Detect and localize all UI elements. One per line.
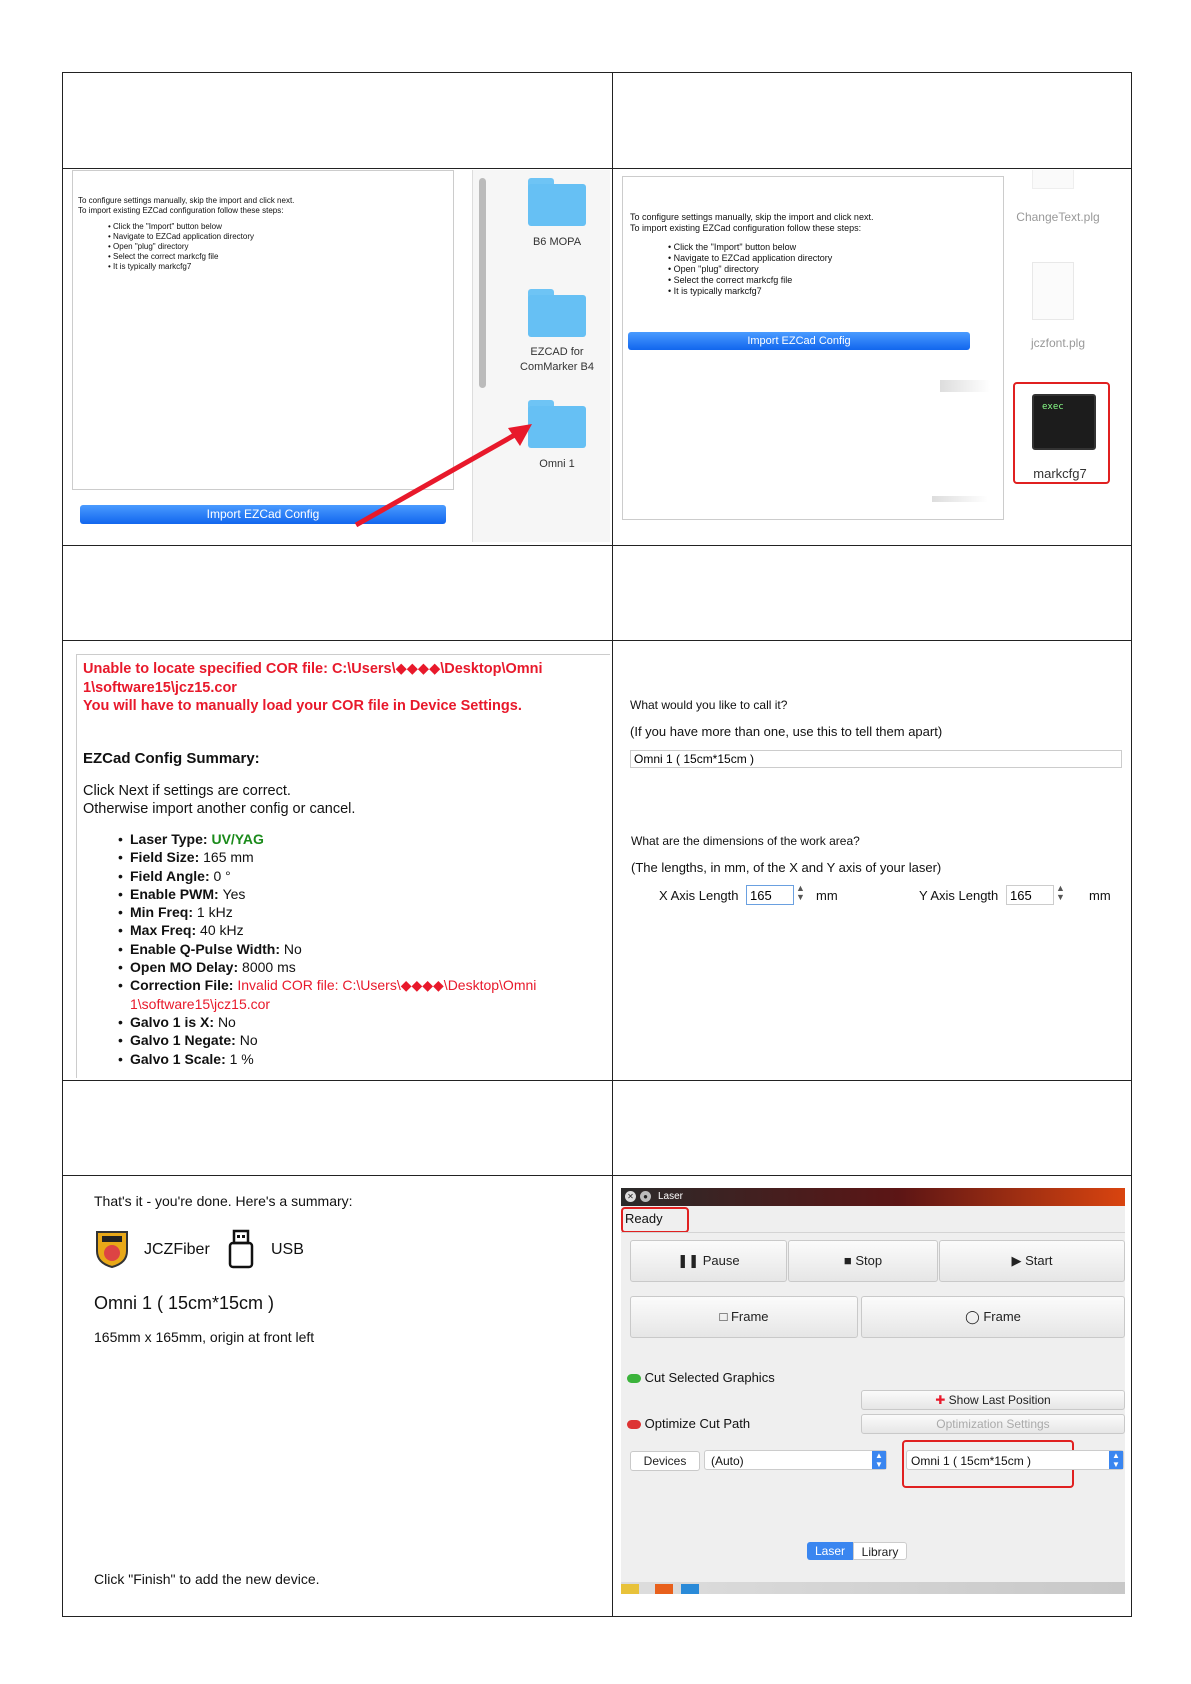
connection-label: USB xyxy=(271,1241,304,1258)
y-stepper-arrows-icon[interactable]: ▲ ▼ xyxy=(1056,883,1065,902)
file-icon[interactable] xyxy=(1032,262,1074,320)
exec-label: exec xyxy=(1042,402,1064,412)
frame-circle-button[interactable]: ◯ Frame xyxy=(861,1296,1125,1338)
device-desc: 165mm x 165mm, origin at front left xyxy=(94,1329,315,1345)
x-axis-stepper[interactable] xyxy=(746,885,794,905)
instruction-line: To configure settings manually, skip the import and click next. xyxy=(630,212,874,222)
summary-item: • Min Freq: 1 kHz xyxy=(118,903,608,921)
stop-button[interactable]: ■ Stop xyxy=(788,1240,938,1282)
summary-item: • Correction File: Invalid COR file: C:\Users\◆◆◆◆\Desktop\Omni 1\software15\jcz15.cor xyxy=(118,976,608,1013)
pause-button[interactable]: ❚❚ Pause xyxy=(630,1240,787,1282)
summary-item: • Field Angle: 0 ° xyxy=(118,867,608,885)
x-unit: mm xyxy=(816,888,838,903)
jcz-logo-icon xyxy=(94,1229,130,1269)
summary-item: • Galvo 1 is X: No xyxy=(118,1013,608,1031)
step: • Navigate to EZCad application directory xyxy=(108,232,254,241)
step: • It is typically markcfg7 xyxy=(108,262,192,271)
select-arrow-icon: ▲ ▼ xyxy=(1109,1451,1123,1469)
select-arrow-icon: ▲ ▼ xyxy=(872,1451,886,1469)
grid-row3 xyxy=(62,640,1132,641)
toggle-off-icon xyxy=(627,1420,641,1429)
panel-config-summary xyxy=(76,642,610,1078)
frame-rect-icon: □ xyxy=(719,1309,728,1324)
instruction-line: To configure settings manually, skip the import and click next. xyxy=(78,196,295,205)
summary-item: • Enable PWM: Yes xyxy=(118,885,608,903)
panel-done-summary xyxy=(64,1177,610,1614)
panel-name-dimensions xyxy=(622,642,1128,1078)
step: • Open "plug" directory xyxy=(668,264,759,274)
grid-row1 xyxy=(62,168,1132,169)
color-swatch xyxy=(681,1584,699,1594)
grid-row4 xyxy=(62,1080,1132,1081)
restore-icon[interactable]: ● xyxy=(640,1191,651,1202)
folder-icon[interactable] xyxy=(528,289,586,337)
grid-row2 xyxy=(62,545,1132,546)
instruction-line: To import existing EZCad configuration follow these steps: xyxy=(78,206,284,215)
device-name: Omni 1 ( 15cm*15cm ) xyxy=(94,1293,275,1313)
instruction-line: To import existing EZCad configuration follow these steps: xyxy=(630,223,862,233)
color-swatch xyxy=(621,1584,639,1594)
status-label: Ready xyxy=(625,1211,663,1226)
y-axis-stepper[interactable] xyxy=(1006,885,1054,905)
summary-note xyxy=(83,782,355,818)
summary-list xyxy=(118,830,608,1068)
device-name-field[interactable] xyxy=(630,750,1122,768)
y-unit: mm xyxy=(1089,888,1111,903)
usb-icon xyxy=(228,1229,254,1269)
folder-icon[interactable] xyxy=(528,178,586,226)
play-icon: ▶ xyxy=(1011,1253,1022,1268)
auto-select[interactable]: (Auto) ▲ ▼ xyxy=(704,1450,887,1470)
grid-right xyxy=(1131,72,1132,1617)
panel-laser-window xyxy=(621,1188,1125,1594)
step: • Navigate to EZCad application directory xyxy=(668,253,833,263)
step: • Select the correct markcfg file xyxy=(108,252,219,261)
exec-file-icon[interactable] xyxy=(1032,394,1096,450)
grid-bottom xyxy=(62,1616,1132,1617)
import-ezcad-config-button[interactable]: Import EZCad Config xyxy=(80,505,446,524)
stop-icon: ■ xyxy=(843,1253,852,1268)
summary-item: • Max Freq: 40 kHz xyxy=(118,921,608,939)
note-line: Click Next if settings are correct. xyxy=(83,783,291,799)
step: • It is typically markcfg7 xyxy=(668,286,762,296)
done-text: That's it - you're done. Here's a summary: xyxy=(94,1193,353,1209)
dims-question: What are the dimensions of the work area? xyxy=(631,834,860,848)
driver-label: JCZFiber xyxy=(144,1241,210,1258)
folder-label: Omni 1 xyxy=(539,458,575,470)
grid-left xyxy=(62,72,63,1617)
status-highlight xyxy=(621,1207,689,1233)
frame-rect-button[interactable]: □ Frame xyxy=(630,1296,858,1338)
summary-top-border xyxy=(76,654,610,655)
summary-item: • Open MO Delay: 8000 ms xyxy=(118,958,608,976)
toggle-on-icon xyxy=(627,1374,641,1383)
color-swatch xyxy=(655,1584,673,1594)
error-line: You will have to manually load your COR file in Device Settings. xyxy=(83,698,522,714)
cut-selected-toggle[interactable]: Cut Selected Graphics xyxy=(627,1370,775,1385)
x-stepper-arrows-icon[interactable]: ▲ ▼ xyxy=(796,883,805,902)
error-line: Unable to locate specified COR file: C:\Users\◆◆◆◆\Desktop\Omni xyxy=(83,661,543,677)
summary-item: • Field Size: 165 mm xyxy=(118,848,608,866)
instructions xyxy=(78,196,448,272)
step: • Click the "Import" button below xyxy=(108,222,222,231)
panel-import-markcfg xyxy=(622,170,1128,542)
close-icon[interactable]: ✕ xyxy=(625,1191,636,1202)
error-line: 1\software15\jcz15.cor xyxy=(83,679,237,696)
devices-button[interactable]: Devices xyxy=(630,1451,700,1471)
optimize-toggle[interactable]: Optimize Cut Path xyxy=(627,1416,750,1431)
step: • Select the correct markcfg file xyxy=(668,275,793,285)
import-ezcad-config-button[interactable]: Import EZCad Config xyxy=(628,332,970,350)
name-question: What would you like to call it? xyxy=(630,698,788,712)
folder-label: B6 MOPA xyxy=(532,236,582,248)
instructions xyxy=(630,212,1000,297)
step: • Click the "Import" button below xyxy=(668,242,797,252)
selected-file-label: markcfg7 xyxy=(1033,466,1087,481)
summary-item: • Galvo 1 Scale: 1 % xyxy=(118,1050,608,1068)
titlebar xyxy=(621,1188,1125,1206)
panel-import-dialog xyxy=(72,170,610,542)
file-label: jczfont.plg xyxy=(1030,336,1086,350)
summary-item: • Enable Q-Pulse Width: No xyxy=(118,940,608,958)
file-icon[interactable] xyxy=(1032,170,1074,189)
grid-row5 xyxy=(62,1175,1132,1176)
separator xyxy=(621,1232,1125,1233)
grid-middle xyxy=(612,72,613,1617)
pause-icon: ❚❚ xyxy=(677,1253,700,1268)
start-button[interactable]: ▶ Start xyxy=(939,1240,1125,1282)
summary-title: EZCad Config Summary: xyxy=(83,750,260,767)
fade-bar xyxy=(932,496,988,502)
grid-top xyxy=(62,72,1132,73)
y-axis-label: Y Axis Length xyxy=(919,888,999,903)
finder-scrollbar[interactable] xyxy=(479,178,486,388)
file-label: ChangeText.plg xyxy=(1016,210,1100,224)
summary-item: • Galvo 1 Negate: No xyxy=(118,1031,608,1049)
cor-error xyxy=(83,660,608,716)
crosshair-icon: ✚ xyxy=(935,1393,946,1407)
name-hint: (If you have more than one, use this to tell them apart) xyxy=(630,724,943,739)
x-axis-label: X Axis Length xyxy=(659,888,739,903)
tab-library[interactable]: Library xyxy=(853,1542,907,1560)
step: • Open "plug" directory xyxy=(108,242,189,251)
folder-label: ComMarker B4 xyxy=(520,361,594,373)
window-title: Laser xyxy=(658,1191,684,1202)
folder-label: EZCAD for xyxy=(530,346,584,358)
finish-text: Click "Finish" to add the new device. xyxy=(94,1571,320,1587)
optimization-settings-button[interactable]: Optimization Settings xyxy=(861,1414,1125,1434)
summary-left-border xyxy=(76,654,77,1078)
red-arrow xyxy=(352,410,552,530)
frame-circle-icon: ◯ xyxy=(965,1309,980,1324)
device-select[interactable]: Omni 1 ( 15cm*15cm ) ▲ ▼ xyxy=(906,1450,1124,1470)
dims-hint: (The lengths, in mm, of the X and Y axis of your laser) xyxy=(631,860,942,875)
fade-bar xyxy=(940,380,990,392)
tab-laser[interactable]: Laser xyxy=(807,1542,853,1560)
note-line: Otherwise import another config or cancel. xyxy=(83,801,356,817)
summary-item: • Laser Type: UV/YAG xyxy=(118,830,608,848)
show-last-position-button[interactable]: ✚ Show Last Position xyxy=(861,1390,1125,1410)
